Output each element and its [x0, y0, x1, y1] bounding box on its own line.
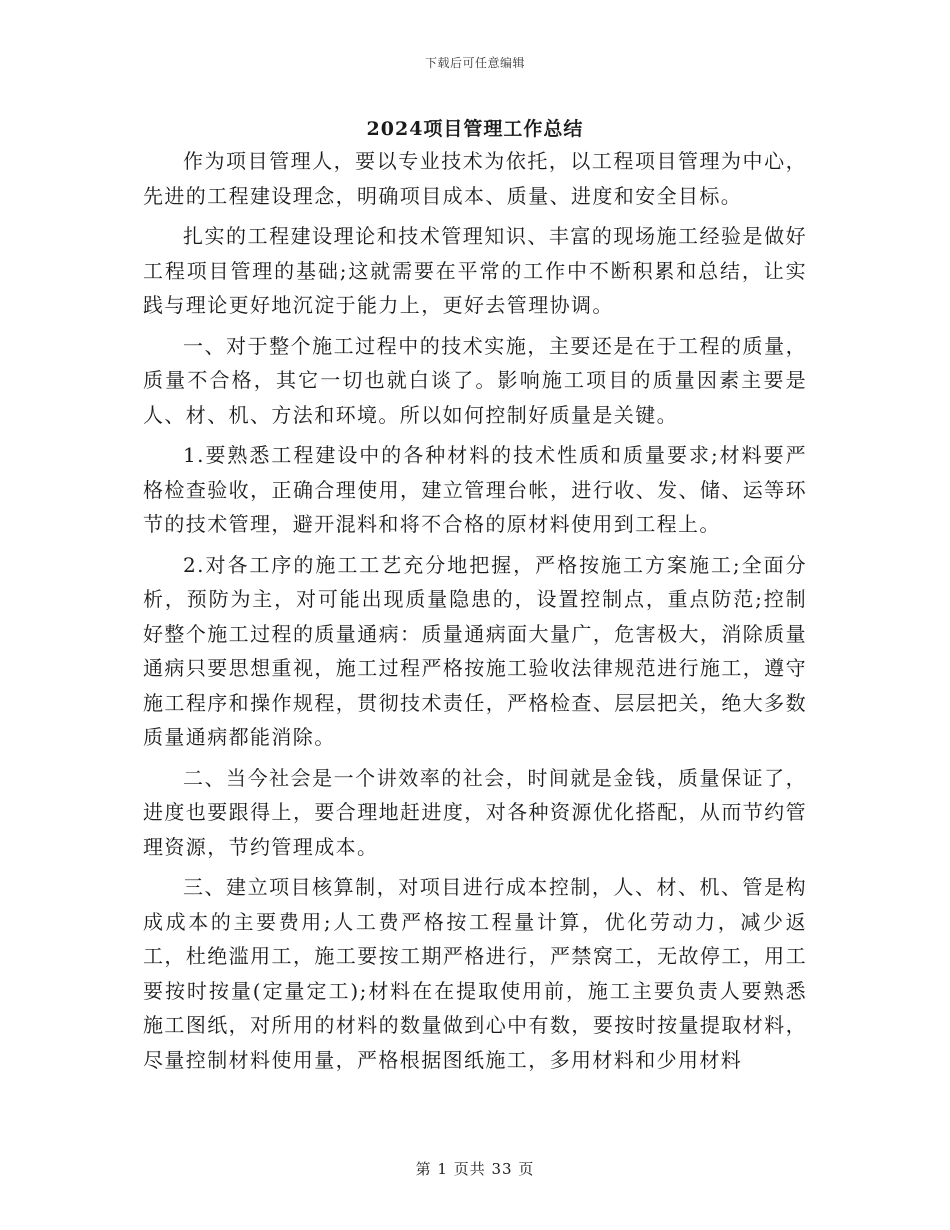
paragraph: 二、当今社会是一个讲效率的社会，时间就是金钱，质量保证了，进度也要跟得上，要合理地赶进度，对各种资源优化搭配，从而节约管理资源，节约管理成本。: [143, 765, 807, 859]
paragraph: 扎实的工程建设理论和技术管理知识、丰富的现场施工经验是做好工程项目管理的基础;这就需要在平常的工作中不断积累和总结，让实践与理论更好地沉淀于能力上，更好去管理协调。: [143, 224, 807, 317]
paragraph: 作为项目管理人，要以专业技术为依托，以工程项目管理为中心，先进的工程建设理念，明确项目成本、质量、进度和安全目标。: [143, 149, 807, 208]
header-note: 下载后可任意编辑: [424, 56, 525, 70]
paragraph: 1.要熟悉工程建设中的各种材料的技术性质和质量要求;材料要严格检查验收，正确合理使用，建立管理台帐，进行收、发、储、运等环节的技术管理，避开混料和将不合格的原材料使用到工程上。: [143, 443, 807, 536]
document-title: 2024项目管理工作总结: [366, 118, 584, 140]
paragraph: 2.对各工序的施工工艺充分地把握，严格按施工方案施工;全面分析，预防为主，对可能出现质量隐患的，设置控制点，重点防范;控制好整个施工过程的质量通病：质量通病面大量广，危害极大，消除质量通病只要思想重视，施工过程严格按施工验收法律规范进行施工，遵守施工程序和操作规程，贯彻技术责任，严格检查、层层把关，绝大多数质量通病都能消除。: [143, 552, 807, 749]
document-body: [143, 144, 807, 1083]
page-footer: 第 1 页共 33 页: [415, 1160, 535, 1178]
paragraph: 一、对于整个施工过程中的技术实施，主要还是在于工程的质量，质量不合格，其它一切也就白谈了。影响施工项目的质量因素主要是人、材、机、方法和环境。所以如何控制好质量是关键。: [143, 333, 807, 427]
paragraph: 三、建立项目核算制，对项目进行成本控制，人、材、机、管是构成成本的主要费用;人工费严格按工程量计算，优化劳动力，减少返工，杜绝滥用工，施工要按工期严格进行，严禁窝工，无故停工，用工要按时按量(定量定工);材料在在提取使用前，施工主要负责人要熟悉施工图纸，对所用的材料的数量做到心中有数，要按时按量提取材料，尽量控制材料使用量，严格根据图纸施工，多用材料和少用材料: [143, 875, 807, 1072]
